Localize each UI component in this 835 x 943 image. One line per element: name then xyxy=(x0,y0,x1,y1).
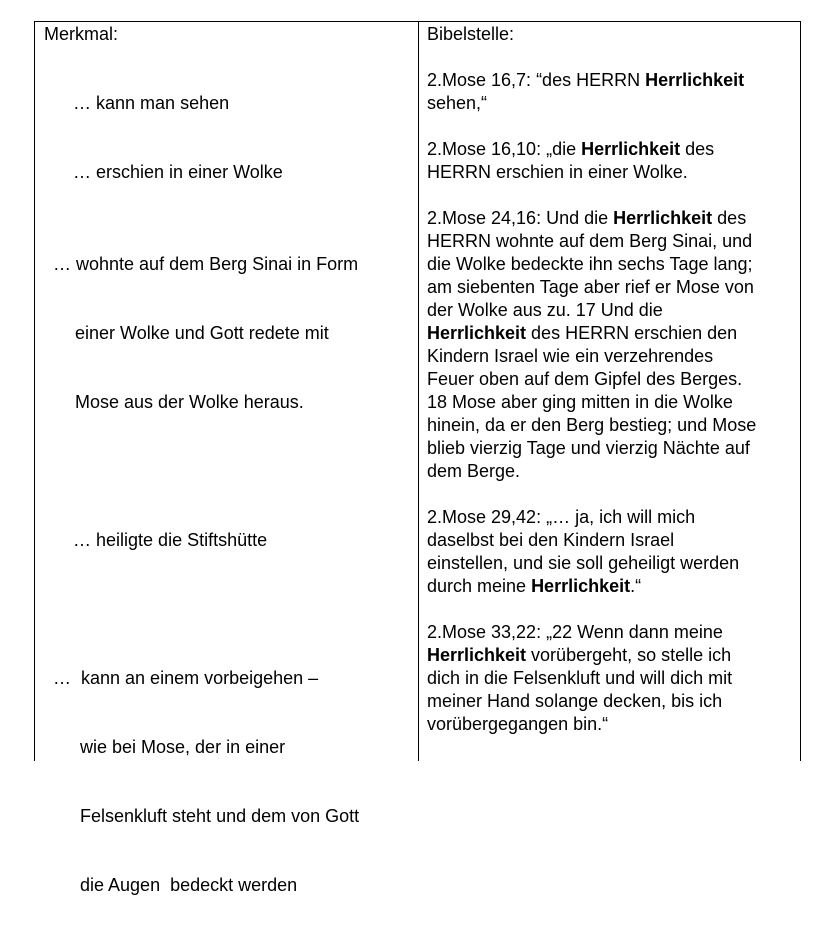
column-divider xyxy=(418,22,419,761)
emphasized-text: Herrlichkeit xyxy=(645,70,745,90)
reference-line xyxy=(427,667,732,690)
reference-text: HERRN wohnte auf dem Berg Sinai, und xyxy=(427,231,753,251)
reference-line xyxy=(427,345,756,368)
feature-line: Mose aus der Wolke heraus. xyxy=(75,392,304,412)
reference-line xyxy=(427,621,732,644)
reference-text: 2.Mose 24,16: Und die xyxy=(427,208,614,228)
reference-line xyxy=(427,506,739,529)
feature-cell xyxy=(53,506,267,575)
feature-line: … kann an einem vorbeigehen – xyxy=(53,668,319,688)
reference-text: 2.Mose 33,22: „22 Wenn dann meine xyxy=(427,622,723,642)
feature-cell xyxy=(53,69,229,138)
reference-line xyxy=(427,276,756,299)
reference-cell xyxy=(427,207,756,483)
reference-text: dich in die Felsenkluft und will dich mit xyxy=(427,668,733,688)
reference-cell xyxy=(427,69,744,115)
reference-line xyxy=(427,368,756,391)
reference-line xyxy=(427,138,714,161)
reference-line xyxy=(427,690,732,713)
feature-cell xyxy=(53,138,283,207)
header-bibelstelle: Bibelstelle: xyxy=(427,24,515,44)
reference-text: hinein, da er den Berg bestieg; und Mose xyxy=(427,415,757,435)
reference-text: vorübergegangen bin.“ xyxy=(427,714,609,734)
reference-text: 18 Mose aber ging mitten in die Wolke xyxy=(427,392,733,412)
emphasized-text: Herrlichkeit xyxy=(613,208,713,228)
feature-line: die Augen bedeckt werden xyxy=(80,875,298,895)
reference-text: durch meine xyxy=(427,576,532,596)
feature-line: … heiligte die Stiftshütte xyxy=(73,530,268,550)
emphasized-text: Herrlichkeit xyxy=(581,139,681,159)
reference-line xyxy=(427,92,744,115)
reference-line xyxy=(427,529,739,552)
reference-line xyxy=(427,713,732,736)
reference-line xyxy=(427,161,714,184)
emphasized-text: Herrlichkeit xyxy=(427,645,527,665)
reference-text: sehen,“ xyxy=(427,93,488,113)
reference-cell xyxy=(427,138,714,184)
reference-line xyxy=(427,552,739,575)
reference-text: des HERRN erschien den xyxy=(526,323,738,343)
reference-text: des xyxy=(712,208,747,228)
reference-line xyxy=(427,437,756,460)
reference-text: blieb vierzig Tage und vierzig Nächte auf xyxy=(427,438,750,458)
feature-line: … erschien in einer Wolke xyxy=(73,162,283,182)
reference-line xyxy=(427,69,744,92)
reference-text: dem Berge. xyxy=(427,461,521,481)
reference-line xyxy=(427,299,756,322)
reference-text: der Wolke aus zu. 17 Und die xyxy=(427,300,663,320)
reference-text: Feuer oben auf dem Gipfel des Berges. xyxy=(427,369,743,389)
reference-line xyxy=(427,644,732,667)
reference-text: 2.Mose 16,7: “des HERRN xyxy=(427,70,646,90)
reference-text: die Wolke bedeckte ihn sechs Tage lang; xyxy=(427,254,753,274)
reference-text: 2.Mose 16,10: „die xyxy=(427,139,582,159)
feature-cell xyxy=(53,207,358,460)
emphasized-text: Herrlichkeit xyxy=(531,576,631,596)
reference-line xyxy=(427,391,756,414)
feature-cell xyxy=(53,621,359,943)
emphasized-text: Herrlichkeit xyxy=(427,323,527,343)
reference-text: daselbst bei den Kindern Israel xyxy=(427,530,675,550)
reference-text: vorübergeht, so stelle ich xyxy=(526,645,732,665)
reference-text: meiner Hand solange decken, bis ich xyxy=(427,691,723,711)
reference-line xyxy=(427,253,756,276)
reference-cell xyxy=(427,621,732,736)
reference-line xyxy=(427,460,756,483)
feature-line: … kann man sehen xyxy=(73,93,230,113)
reference-text: am siebenten Tage aber rief er Mose von xyxy=(427,277,754,297)
reference-cell xyxy=(427,506,739,598)
reference-text: einstellen, und sie soll geheiligt werden xyxy=(427,553,740,573)
reference-line xyxy=(427,207,756,230)
reference-text: HERRN erschien in einer Wolke. xyxy=(427,162,688,182)
feature-line: Felsenkluft steht und dem von Gott xyxy=(80,806,360,826)
feature-line: einer Wolke und Gott redete mit xyxy=(75,323,329,343)
reference-text: des xyxy=(680,139,715,159)
reference-text: 2.Mose 29,42: „… ja, ich will mich xyxy=(427,507,696,527)
feature-line: wie bei Mose, der in einer xyxy=(80,737,286,757)
reference-line xyxy=(427,322,756,345)
reference-text: Kindern Israel wie ein verzehrendes xyxy=(427,346,714,366)
reference-line xyxy=(427,575,739,598)
comparison-table xyxy=(34,21,801,895)
reference-line xyxy=(427,414,756,437)
feature-line: … wohnte auf dem Berg Sinai in Form xyxy=(53,254,359,274)
header-merkmal: Merkmal: xyxy=(44,24,119,44)
reference-line xyxy=(427,230,756,253)
reference-text: .“ xyxy=(630,576,642,596)
